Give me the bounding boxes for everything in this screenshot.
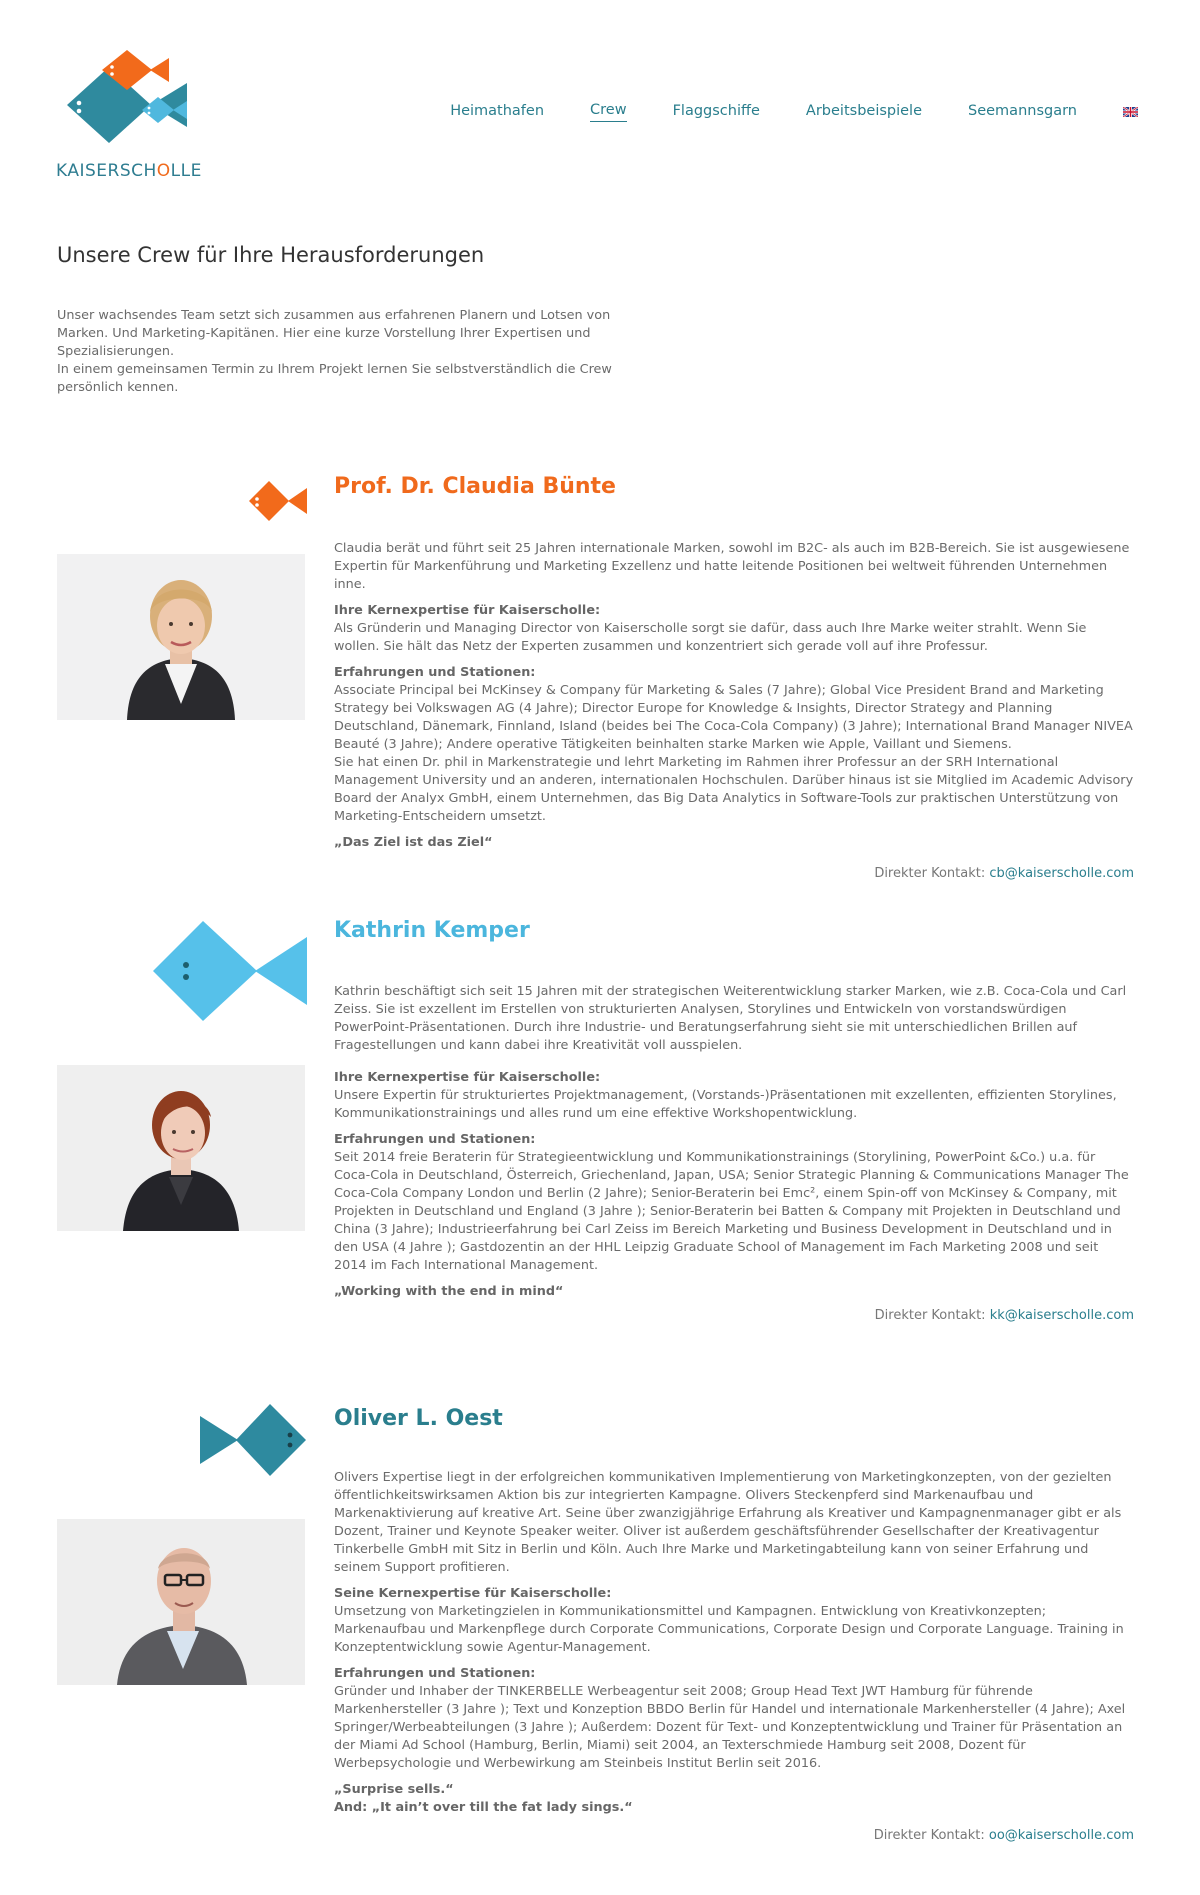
member-contact [875, 1308, 1134, 1323]
experience-text-2: Sie hat einen Dr. phil in Markenstrategie und lehrt Marketing im Rahmen ihrer Professur an der SRH International Management University und an anderen, internationalen Hochschulen. Darüber hinaus ist sie Mitglied im Academic Advisory Board der Analyx GmbH, einem Unternehmen, das Big Data Analytics in Software-Tools zur praktischen Unterstützung von Marketing-Entscheidern umsetzt. [334, 755, 1134, 824]
nav-item-arbeitsbeispiele[interactable]: Arbeitsbeispiele [805, 102, 923, 119]
experience-label: Erfahrungen und Stationen: [334, 665, 536, 680]
member-contact [874, 866, 1134, 881]
member-photo [57, 1519, 305, 1685]
nav-item-heimathafen[interactable]: Heimathafen [450, 102, 545, 119]
light-blue-fish-icon [153, 915, 309, 1027]
contact-label: Direkter Kontakt: [873, 1828, 985, 1843]
nav-item-crew[interactable]: Crew [590, 102, 627, 122]
member-experience [334, 1665, 1134, 1773]
member-experience [334, 664, 1134, 826]
member-quote: „Working with the end in mind“ [334, 1284, 564, 1299]
expertise-label: Ihre Kernexpertise für Kaiserscholle: [334, 1070, 601, 1085]
orange-fish-icon [247, 478, 309, 524]
contact-email-link[interactable]: kk@kaiserscholle.com [989, 1308, 1134, 1323]
member-quote [334, 1781, 1134, 1817]
member-name: Kathrin Kemper [334, 918, 530, 943]
portrait-photo-kathrin [57, 1065, 305, 1231]
member-name: Oliver L. Oest [334, 1406, 503, 1431]
member-contact [874, 1828, 1134, 1843]
member-summary: Claudia berät und führt seit 25 Jahren internationale Marken, sowohl im B2C- als auch im B2B-Bereich. Sie ist ausgewiesene Expertin für Markenführung und Marketing Exzellenz und hatte leitende Positionen bei weltweit führenden Unternehmen inne. [334, 541, 1130, 592]
nav-item-seemannsgarn[interactable]: Seemannsgarn [968, 102, 1077, 119]
expertise-label: Ihre Kernexpertise für Kaiserscholle: [334, 603, 601, 618]
nav-item-flaggschiffe[interactable]: Flaggschiffe [672, 102, 760, 119]
intro-text [57, 307, 637, 397]
contact-email-link[interactable]: cb@kaiserscholle.com [989, 866, 1134, 881]
portrait-photo-oliver [57, 1519, 305, 1685]
member-content [334, 983, 1134, 1309]
member-experience [334, 1131, 1134, 1275]
uk-flag-icon[interactable] [1123, 107, 1138, 117]
expertise-text: Als Gründerin und Managing Director von Kaiserscholle sorgt sie dafür, dass auch Ihre Marke weiter strahlt. Wenn Sie wollen. Sie hält das Netz der Experten zusammen und konzentriert sich gerade voll auf ihre Professur. [334, 621, 1087, 654]
member-photo [57, 554, 305, 720]
member-content [334, 540, 1134, 860]
member-summary: Olivers Expertise liegt in der erfolgreichen kommunikativen Implementierung von Marketingkonzepten, von der gezielten öffentlichkeitswirksamen Aktion bis zur integrierten Kampagne. Olivers Steckenpferd sind Markenaufbau und Markenaktivierung auf kreative Art. Seine über zwanzigjährige Erfahrung als Kreativer und Kampagnenmanager gibt er als Dozent, Trainer und Keynote Speaker weiter. Oliver ist außerdem geschäftsführender Gesellschafter der Kreativagentur Tinkerbelle GmbH mit Sitz in Berlin und Köln. Auch Ihre Marke und Marketingabteilung kann von seiner Erfahrung und seinem Support profitieren. [334, 1470, 1122, 1575]
intro-paragraph-1: Unser wachsendes Team setzt sich zusammen aus erfahrenen Planern und Lotsen von Marken. Und Marketing-Kapitänen. Hier eine kurze Vorstellung Ihrer Expertisen und Spezialisierungen. [57, 308, 611, 359]
expertise-label: Seine Kernexpertise für Kaiserscholle: [334, 1586, 612, 1601]
portrait-photo-claudia [57, 554, 305, 720]
experience-text: Associate Principal bei McKinsey & Company für Marketing & Sales (7 Jahre); Global Vice President Brand and Marketing Strategy bei Volkswagen AG (4 Jahre); Director Europe for Knowledge & Insights, Director Strategy and Planning Deutschland, Dänemark, Finnland, Island (beides bei The Coca-Cola Company) (3 Jahre); International Brand Manager NIVEA Beauté (3 Jahre); Andere operative Tätigkeiten beinhalten starke Marken wie Apple, Vaillant und Siemens. [334, 683, 1133, 752]
main-nav [404, 102, 1138, 122]
contact-email-link[interactable]: oo@kaiserscholle.com [988, 1828, 1134, 1843]
expertise-text: Umsetzung von Marketingzielen in Kommunikationsmittel und Kampagnen. Entwicklung von Kreativkonzepten; Markenaufbau und Markenpflege durch Corporate Communications, Corporate Design und Corporate Language. Training in Konzeptentwicklung sowie Agentur-Management. [334, 1604, 1124, 1655]
experience-label: Erfahrungen und Stationen: [334, 1132, 536, 1147]
teal-fish-icon [198, 1400, 308, 1480]
member-quote: „Das Ziel ist das Ziel“ [334, 835, 493, 850]
quote-line-1: „Surprise sells.“ [334, 1782, 454, 1797]
expertise-text: Unsere Expertin für strukturiertes Projektmanagement, (Vorstands-)Präsentationen mit exzellenten, effizienten Storylines, Kommunikationstrainings und alles rund um eine effektive Workshopentwicklung. [334, 1088, 1117, 1121]
quote-line-2: And: „It ain’t over till the fat lady sings.“ [334, 1800, 633, 1815]
experience-text: Seit 2014 freie Beraterin für Strategieentwicklung und Kommunikationstrainings (Storylining, PowerPoint &Co.) u.a. für Coca-Cola in Deutschland, Österreich, Griechenland, Japan, USA; Senior Strategic Planning & Communications Manager The Coca-Cola Company London und Berlin (2 Jahre); Senior-Beraterin bei Emc², einem Spin-off von McKinsey & Company, mit Projekten in Deutschland und England (3 Jahre ); Senior-Beraterin bei Batten & Company mit Projekten in Deutschland und China (3 Jahre); Industrieerfahrung bei Carl Zeiss im Bereich Marketing und Business Development in Deutschland und in den USA (4 Jahre ); Gastdozentin an der HHL Leipzig Graduate School of Management im Fach Marketing 2008 und seit 2014 im Fach International Management. [334, 1150, 1129, 1273]
page-title: Unsere Crew für Ihre Herausforderungen [57, 243, 485, 267]
experience-text: Gründer und Inhaber der TINKERBELLE Werbeagentur seit 2008; Group Head Text JWT Hamburg für führende Markenhersteller (3 Jahre ); Text und Konzeption BBDO Berlin für Handel und internationale Markenhersteller (4 Jahre); Axel Springer/Werbeabteilungen (3 Jahre ); Außerdem: Dozent für Text- und Konzeptentwicklung und Trainer für Präsentation an der Miami Ad School (Hamburg, Berlin, Miami) seit 2004, an Texterschmiede Hamburg seit 2008, Dozent für Werbepsychologie und Werbewirkung am Steinbeis Institut Berlin seit 2016. [334, 1684, 1126, 1771]
logo-wordmark[interactable]: KAISERSCHOLLE [56, 161, 202, 181]
member-expertise [334, 1069, 1134, 1123]
member-name: Prof. Dr. Claudia Bünte [334, 474, 616, 499]
member-summary: Kathrin beschäftigt sich seit 15 Jahren mit der strategischen Weiterentwicklung starker Marken, wie z.B. Coca-Cola und Carl Zeiss. Sie ist exzellent im Erstellen von strukturierten Analysen, Storylines und Entwickeln von vorstandswürdigen PowerPoint-Präsentationen. Durch ihre Industrie- und Beratungserfahrung sieht sie mit unterschiedlichen Brillen auf Fragestellungen und kann dabei ihre Kreativität voll ausspielen. [334, 984, 1127, 1053]
intro-paragraph-2: In einem gemeinsamen Termin zu Ihrem Projekt lernen Sie selbstverständlich die Crew persönlich kennen. [57, 362, 612, 395]
member-expertise [334, 1585, 1134, 1657]
member-photo [57, 1065, 305, 1231]
member-expertise [334, 602, 1134, 656]
contact-label: Direkter Kontakt: [874, 1308, 986, 1323]
contact-label: Direkter Kontakt: [874, 866, 986, 881]
experience-label: Erfahrungen und Stationen: [334, 1666, 536, 1681]
member-content [334, 1469, 1134, 1825]
